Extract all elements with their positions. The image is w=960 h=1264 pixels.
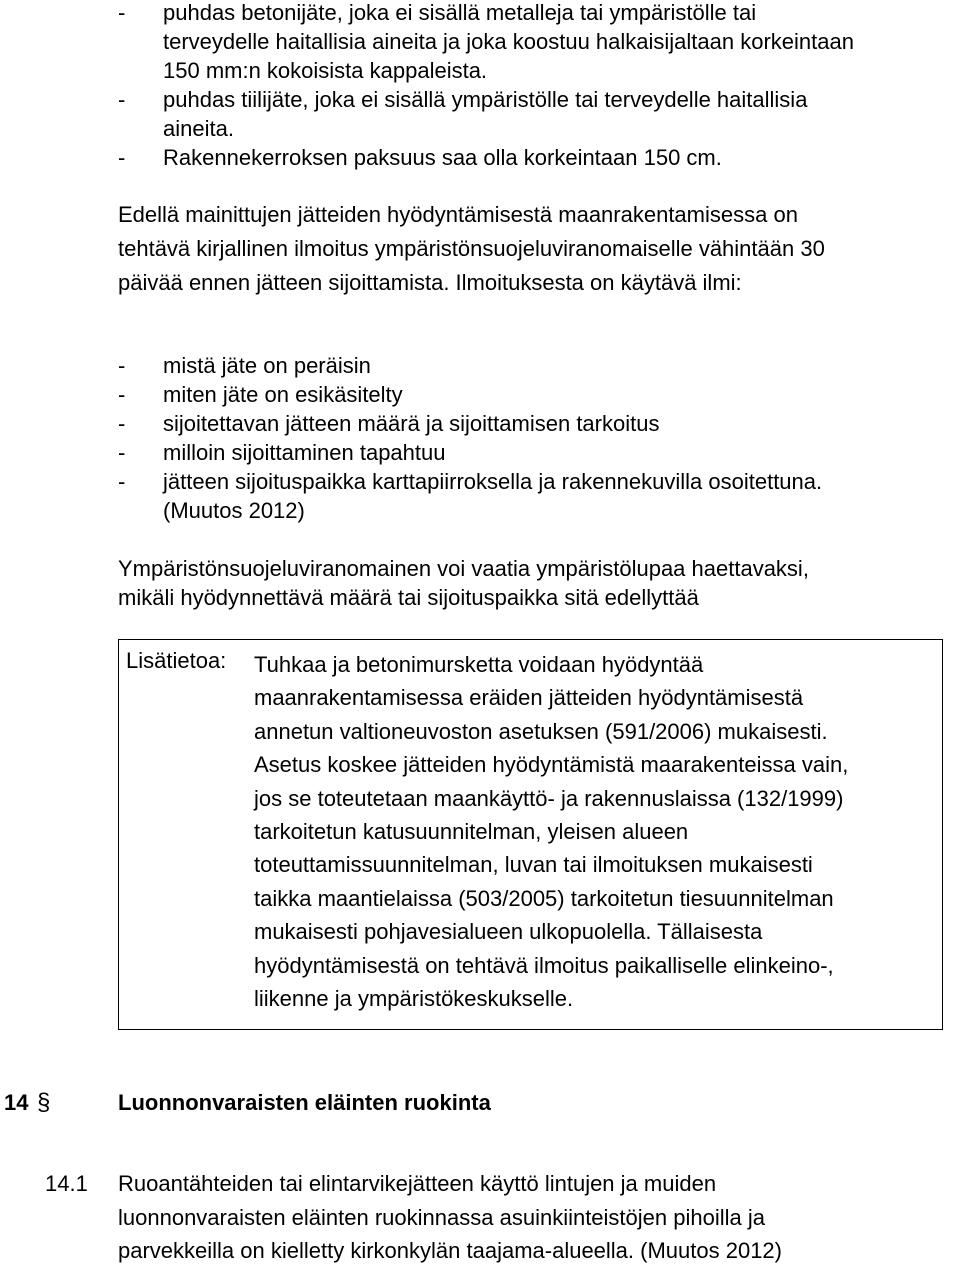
list-item: mistä jäte on peräisin (163, 353, 371, 378)
section-number: 14 (4, 1090, 29, 1115)
info-box-line: Tuhkaa ja betonimursketta voidaan hyödyntää (254, 652, 704, 677)
list-dash: - (118, 469, 126, 494)
info-box-line: taikka maantielaissa (503/2005) tarkoitetun tiesuunnitelman (254, 885, 834, 911)
list-item-line: terveydelle haitallisia aineita ja joka koostuu halkaisijaltaan korkeintaan (163, 29, 854, 54)
paragraph-line: Ympäristönsuojeluviranomainen voi vaatia ympäristölupaa haettavaksi, (118, 556, 809, 581)
paragraph-line: päivää ennen jätteen sijoittamista. Ilmoituksesta on käytävä ilmi: (118, 270, 742, 295)
info-box-line: hyödyntämisestä on tehtävä ilmoitus paikalliselle elinkeino-, (254, 952, 834, 978)
section-title: Luonnonvaraisten eläinten ruokinta (118, 1090, 491, 1115)
subsection-line: Ruoantähteiden tai elintarvikejätteen käyttö lintujen ja muiden (118, 1171, 717, 1196)
info-box-line: maanrakentamisessa eräiden jätteiden hyödyntämisestä (254, 685, 804, 711)
info-box-label: Lisätietoa: (126, 648, 227, 673)
list-dash: - (118, 145, 126, 170)
info-box-body (254, 648, 944, 1015)
paragraph-line: mikäli hyödynnettävä määrä tai sijoituspaikka sitä edellyttää (118, 585, 699, 610)
subsection-line: luonnonvaraisten eläinten ruokinnassa asuinkiinteistöjen pihoilla ja (118, 1205, 765, 1230)
info-box-line: annetun valtioneuvoston asetuksen (591/2006) mukaisesti. (254, 718, 828, 744)
subsection-line: parvekkeilla on kielletty kirkonkylän taajama-alueella. (Muutos 2012) (118, 1238, 782, 1263)
list-item: milloin sijoittaminen tapahtuu (163, 440, 446, 465)
info-box (118, 639, 943, 1030)
info-box-line: jos se toteutetaan maankäyttö- ja rakennuslaissa (132/1999) (254, 785, 844, 811)
list-dash: - (118, 411, 126, 436)
subsection-number: 14.1 (45, 1171, 88, 1196)
list-dash: - (118, 440, 126, 465)
amendment-note: (Muutos 2012) (163, 498, 305, 523)
list-dash: - (118, 0, 126, 25)
list-item: sijoitettavan jätteen määrä ja sijoittamisen tarkoitus (163, 411, 660, 436)
info-box-line: liikenne ja ympäristökeskukselle. (254, 986, 574, 1012)
paragraph-line: tehtävä kirjallinen ilmoitus ympäristönsuojeluviranomaiselle vähintään 30 (118, 236, 825, 261)
info-box-line: toteuttamissuunnitelman, luvan tai ilmoituksen mukaisesti (254, 852, 813, 878)
list-dash: - (118, 353, 126, 378)
section-symbol: § (37, 1089, 51, 1116)
info-box-line: tarkoitetun katusuunnitelman, yleisen alueen (254, 819, 689, 845)
list-item-line: aineita. (163, 116, 234, 141)
list-dash: - (118, 382, 126, 407)
list-item-line: puhdas tiilijäte, joka ei sisällä ympäristölle tai terveydelle haitallisia (163, 87, 808, 112)
list-item-line: Rakennekerroksen paksuus saa olla korkeintaan 150 cm. (163, 145, 722, 170)
list-item: jätteen sijoituspaikka karttapiirroksella ja rakennekuvilla osoitettuna. (163, 469, 823, 494)
paragraph-line: Edellä mainittujen jätteiden hyödyntämisestä maanrakentamisessa on (118, 202, 798, 227)
info-box-line: mukaisesti pohjavesialueen ulkopuolella. Tällaisesta (254, 919, 763, 945)
list-item-line: puhdas betonijäte, joka ei sisällä metalleja tai ympäristölle tai (163, 0, 757, 25)
list-item-line: 150 mm:n kokoisista kappaleista. (163, 58, 488, 83)
list-item: miten jäte on esikäsitelty (163, 382, 403, 407)
info-box-line: Asetus koskee jätteiden hyödyntämistä maarakenteissa vain, (254, 752, 849, 778)
list-dash: - (118, 87, 126, 112)
